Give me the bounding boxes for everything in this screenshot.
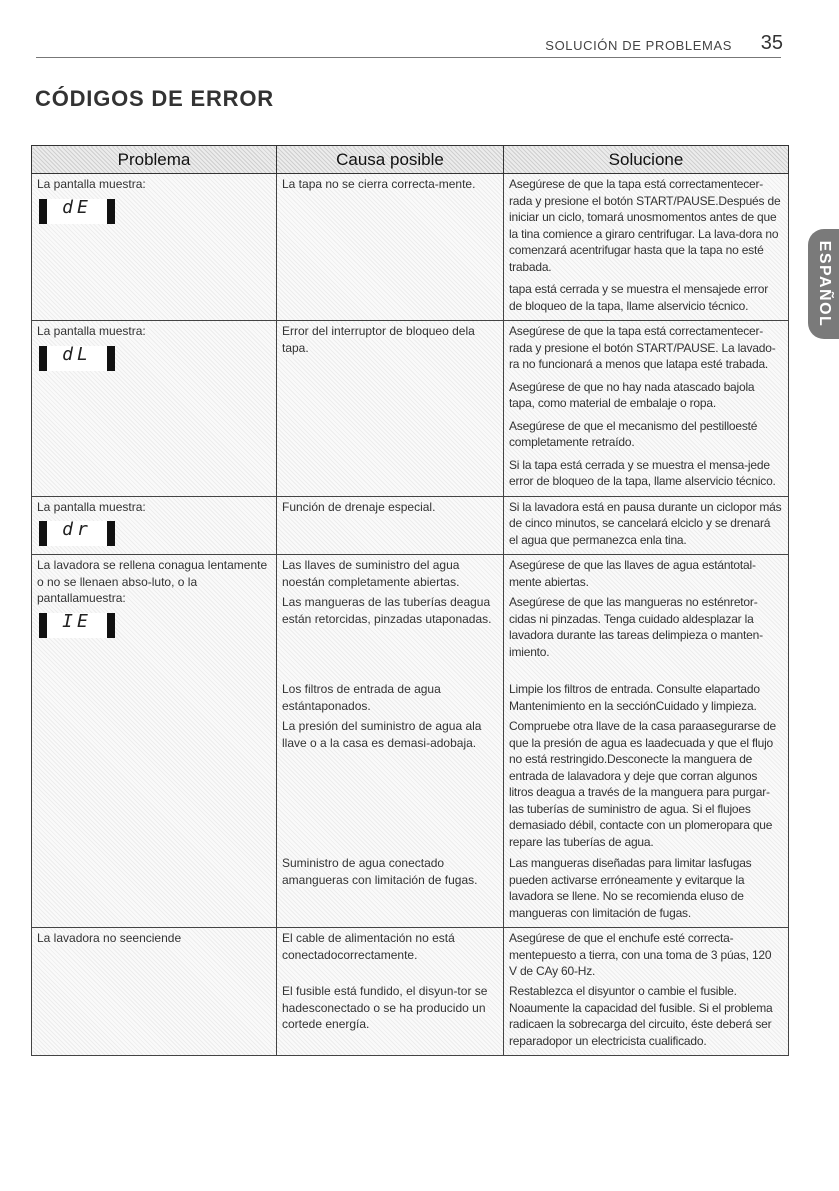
- header-rule: [36, 57, 781, 58]
- running-header: [0, 30, 839, 56]
- solution-text: Asegúrese de que la tapa está correctamentecer-rada y presione el botón START/PAUSE. La lavado-ra no funcionará a menos que latapa esté trabada.: [509, 324, 776, 371]
- column-header-solution: Solucione: [504, 146, 789, 174]
- cause-cell: [277, 555, 504, 928]
- error-codes-table: [31, 145, 789, 1056]
- cause-cell: [277, 496, 504, 555]
- table-header-row: [32, 146, 789, 174]
- solution-text: tapa está cerrada y se muestra el mensajede error de bloqueo de la tapa, llame alservicio técnico.: [509, 282, 768, 313]
- cause-cell: [277, 174, 504, 321]
- section-name: SOLUCIÓN DE PROBLEMAS: [545, 38, 732, 53]
- language-tab-label: ESPAÑOL: [815, 240, 833, 328]
- cause-text: La tapa no se cierra correcta-mente.: [282, 177, 476, 191]
- cause-text: El fusible está fundido, el disyun-tor se hadesconectado o se ha producido un cortede energía.: [282, 984, 488, 1031]
- solution-text: Asegúrese de que la tapa está correctamentecer-rada y presione el botón START/PAUSE.Después de iniciar un ciclo, tomará unosmomentos antes de que la tina comience a giraro centrifugar. La lava-dora no comenzará acentrifugar hasta que la tapa no esté trabada.: [509, 177, 781, 274]
- solution-text: Asegúrese de que no hay nada atascado bajola tapa, como material de embalaje o ropa.: [509, 379, 755, 410]
- solution-cell: [504, 321, 789, 497]
- table-row-de: [32, 174, 789, 321]
- cause-text: Las mangueras de las tuberías deagua están retorcidas, pinzadas utaponadas.: [282, 595, 492, 626]
- problem-text: La lavadora se rellena conagua lentamente o no se llenaen abso-luto, o la pantallamuestra:: [37, 558, 268, 605]
- display-code-de: [39, 196, 115, 224]
- solution-cell: [504, 174, 789, 321]
- cause-text: El cable de alimentación no está conectadocorrectamente.: [282, 931, 455, 962]
- solution-text: Compruebe otra llave de la casa paraasegurarse de que la presión de agua es laadecuada y que el flujo no está restringido.Desconecte la manguera de entrada de lalavadora y deje que corran algunos litros deagua a través de la manguera para purgar-las tuberías de suministro de agua. Si el flujoes demasiado débil, contacte con un plomeropara que repare las tuberías de agua.: [509, 719, 777, 849]
- cause-text: La presión del suministro de agua ala llave o a la casa es demasi-adobaja.: [282, 719, 482, 750]
- problem-cell: [32, 555, 277, 928]
- problem-text: La pantalla muestra:: [37, 177, 146, 191]
- problem-cell: [32, 928, 277, 1056]
- problem-text: La pantalla muestra:: [37, 499, 146, 514]
- cause-cell: [277, 321, 504, 497]
- solution-cell: [504, 496, 789, 555]
- solution-text: Asegúrese de que el mecanismo del pestilloesté completamente retraído.: [509, 418, 758, 449]
- solution-cell: [504, 555, 789, 928]
- cause-text: Suministro de agua conectado amangueras con limitación de fugas.: [282, 856, 478, 887]
- problem-cell: [32, 321, 277, 497]
- solution-text: Limpie los filtros de entrada. Consulte elapartado Mantenimiento en la secciónCuidado y limpieza.: [509, 682, 760, 713]
- display-code-text: dE: [62, 196, 92, 218]
- table-row-ie: [32, 555, 789, 928]
- cause-text: Los filtros de entrada de agua estántaponados.: [282, 682, 441, 713]
- solution-text: Asegúrese de que las llaves de agua estántotal-mente abiertas.: [509, 558, 756, 589]
- display-code-dl: [39, 343, 115, 371]
- column-header-cause: Causa posible: [277, 146, 504, 174]
- solution-text: Restablezca el disyuntor o cambie el fusible. Noaumente la capacidad del fusible. Si el problema radicaen la sobrecarga del circuito, éste deberá ser reparadopor un electricista cualificado.: [509, 984, 773, 1048]
- page-number: 35: [760, 32, 783, 54]
- cause-text: Las llaves de suministro del agua noestán completamente abiertas.: [282, 558, 460, 589]
- cause-cell: [277, 928, 504, 1056]
- solution-text: Si la lavadora está en pausa durante un ciclopor más de cinco minutos, se cancelará elciclo y se drenará el agua que permanezca enla tina.: [509, 499, 782, 547]
- table-row-dl: [32, 321, 789, 497]
- language-tab: [808, 229, 839, 339]
- solution-text: Asegúrese de que el enchufe esté correcta-mentepuesto a tierra, con una toma de 3 púas, 120 V de CAy 60-Hz.: [509, 931, 772, 978]
- solution-cell: [504, 928, 789, 1056]
- table-row-no-power: [32, 928, 789, 1056]
- problem-text: La lavadora no seenciende: [37, 931, 182, 945]
- display-code-ie: [39, 610, 115, 638]
- display-code-dr: [39, 521, 115, 546]
- solution-text: Si la tapa está cerrada y se muestra el mensa-jede error de bloqueo de la tapa, llame alservicio técnico.: [509, 457, 776, 488]
- display-code-text: IE: [62, 610, 92, 632]
- solution-text: Las mangueras diseñadas para limitar lasfugas pueden activarse erróneamente y evitarque la lavadora se llene. No se recomienda eluso de mangueras con limitación de fugas.: [509, 856, 752, 920]
- cause-text: Error del interruptor de bloqueo dela tapa.: [282, 324, 475, 355]
- cause-text: Función de drenaje especial.: [282, 499, 436, 514]
- page-title: CÓDIGOS DE ERROR: [35, 86, 274, 111]
- problem-cell: [32, 496, 277, 555]
- display-code-text: dr: [62, 519, 92, 540]
- table-row-dr: [32, 496, 789, 555]
- display-code-text: dL: [62, 343, 92, 365]
- solution-text: Asegúrese de que las mangueras no esténretor-cidas ni pinzadas. Tenga cuidado aldesplazar la lavadora durante las tareas delimpieza o manten-imiento.: [509, 595, 763, 659]
- problem-text: La pantalla muestra:: [37, 324, 146, 338]
- column-header-problem: Problema: [32, 146, 277, 174]
- problem-cell: [32, 174, 277, 321]
